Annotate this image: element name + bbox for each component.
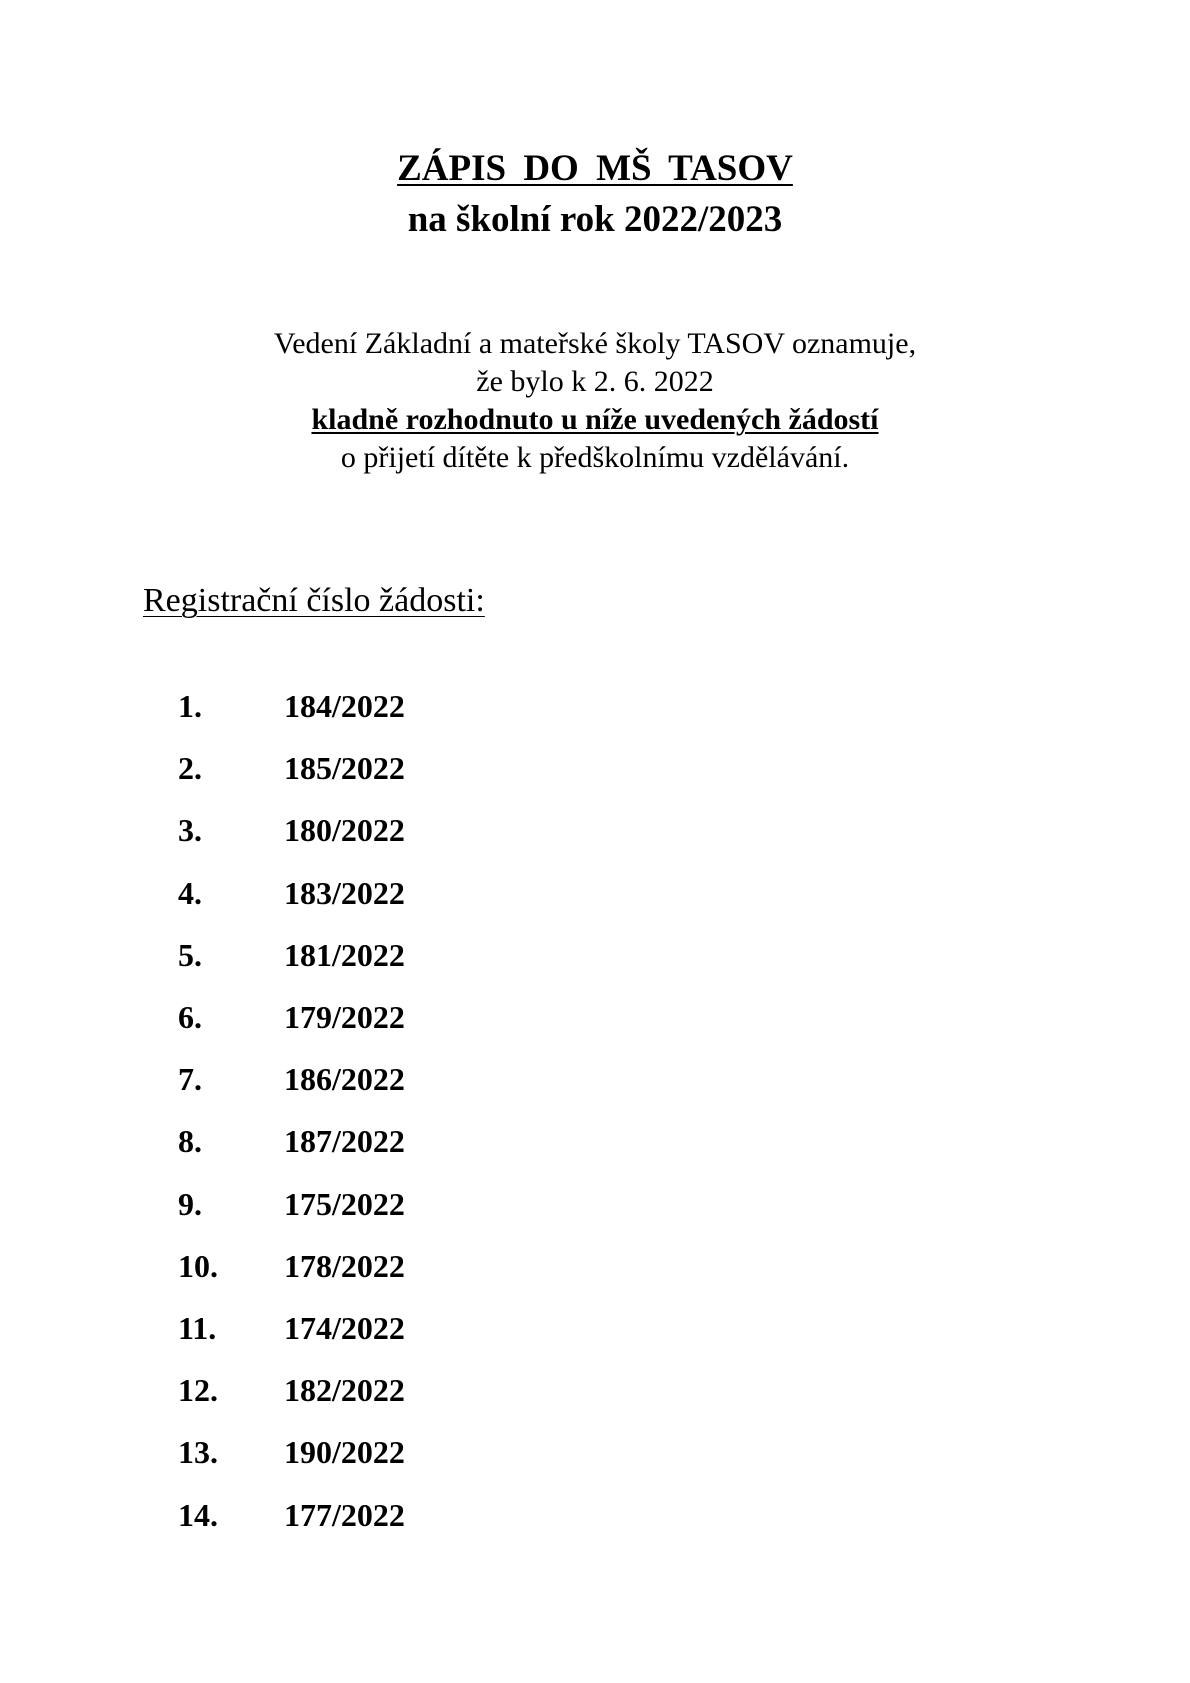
- registration-heading: Registrační číslo žádosti:: [143, 582, 485, 619]
- registration-number: 174/2022: [284, 1309, 405, 1346]
- registration-number: 175/2022: [284, 1185, 405, 1222]
- item-number: 6.: [178, 999, 202, 1036]
- announcement-line-4: o přijetí dítěte k předškolnímu vzdělávání.: [340, 441, 850, 474]
- item-number: 13.: [178, 1434, 218, 1471]
- list-item: [178, 1421, 405, 1483]
- page-subtitle: na školní rok 2022/2023: [407, 199, 783, 240]
- item-number: 11.: [178, 1309, 217, 1346]
- list-item: [178, 1235, 405, 1297]
- list-item: [178, 799, 405, 861]
- list-item: [178, 1483, 405, 1545]
- item-number: 10.: [178, 1247, 218, 1284]
- announcement-highlight: kladně rozhodnuto u níže uvedených žádostí: [311, 403, 879, 436]
- list-item: [178, 1048, 405, 1110]
- item-number: 9.: [178, 1185, 202, 1222]
- list-item: [178, 1173, 405, 1235]
- list-item: [178, 862, 405, 924]
- page-title: ZÁPIS DO MŠ TASOV: [397, 148, 793, 189]
- registration-list: [178, 675, 405, 1546]
- registration-number: 178/2022: [284, 1247, 405, 1284]
- list-item: [178, 1110, 405, 1172]
- list-item: [178, 1297, 405, 1359]
- announcement-line-1: Vedení Základní a mateřské školy TASOV oznamuje,: [273, 327, 917, 360]
- item-number: 2.: [178, 750, 202, 787]
- list-item: [178, 986, 405, 1048]
- item-number: 12.: [178, 1372, 218, 1409]
- registration-number: 183/2022: [284, 874, 405, 911]
- item-number: 4.: [178, 874, 202, 911]
- list-item: [178, 737, 405, 799]
- list-item: [178, 1359, 405, 1421]
- item-number: 14.: [178, 1496, 218, 1533]
- item-number: 1.: [178, 688, 202, 725]
- item-number: 8.: [178, 1123, 202, 1160]
- list-item: [178, 924, 405, 986]
- announcement-line-2: že bylo k 2. 6. 2022: [476, 365, 714, 398]
- list-item: [178, 675, 405, 737]
- registration-number: 177/2022: [284, 1496, 405, 1533]
- announcement-text: [0, 325, 1190, 477]
- registration-number: 182/2022: [284, 1372, 405, 1409]
- registration-number: 181/2022: [284, 936, 405, 973]
- registration-number: 179/2022: [284, 999, 405, 1036]
- registration-number: 190/2022: [284, 1434, 405, 1471]
- registration-number: 186/2022: [284, 1061, 405, 1098]
- item-number: 7.: [178, 1061, 202, 1098]
- registration-number: 180/2022: [284, 812, 405, 849]
- item-number: 3.: [178, 812, 202, 849]
- registration-number: 185/2022: [284, 750, 405, 787]
- registration-number: 187/2022: [284, 1123, 405, 1160]
- item-number: 5.: [178, 936, 202, 973]
- registration-number: 184/2022: [284, 688, 405, 725]
